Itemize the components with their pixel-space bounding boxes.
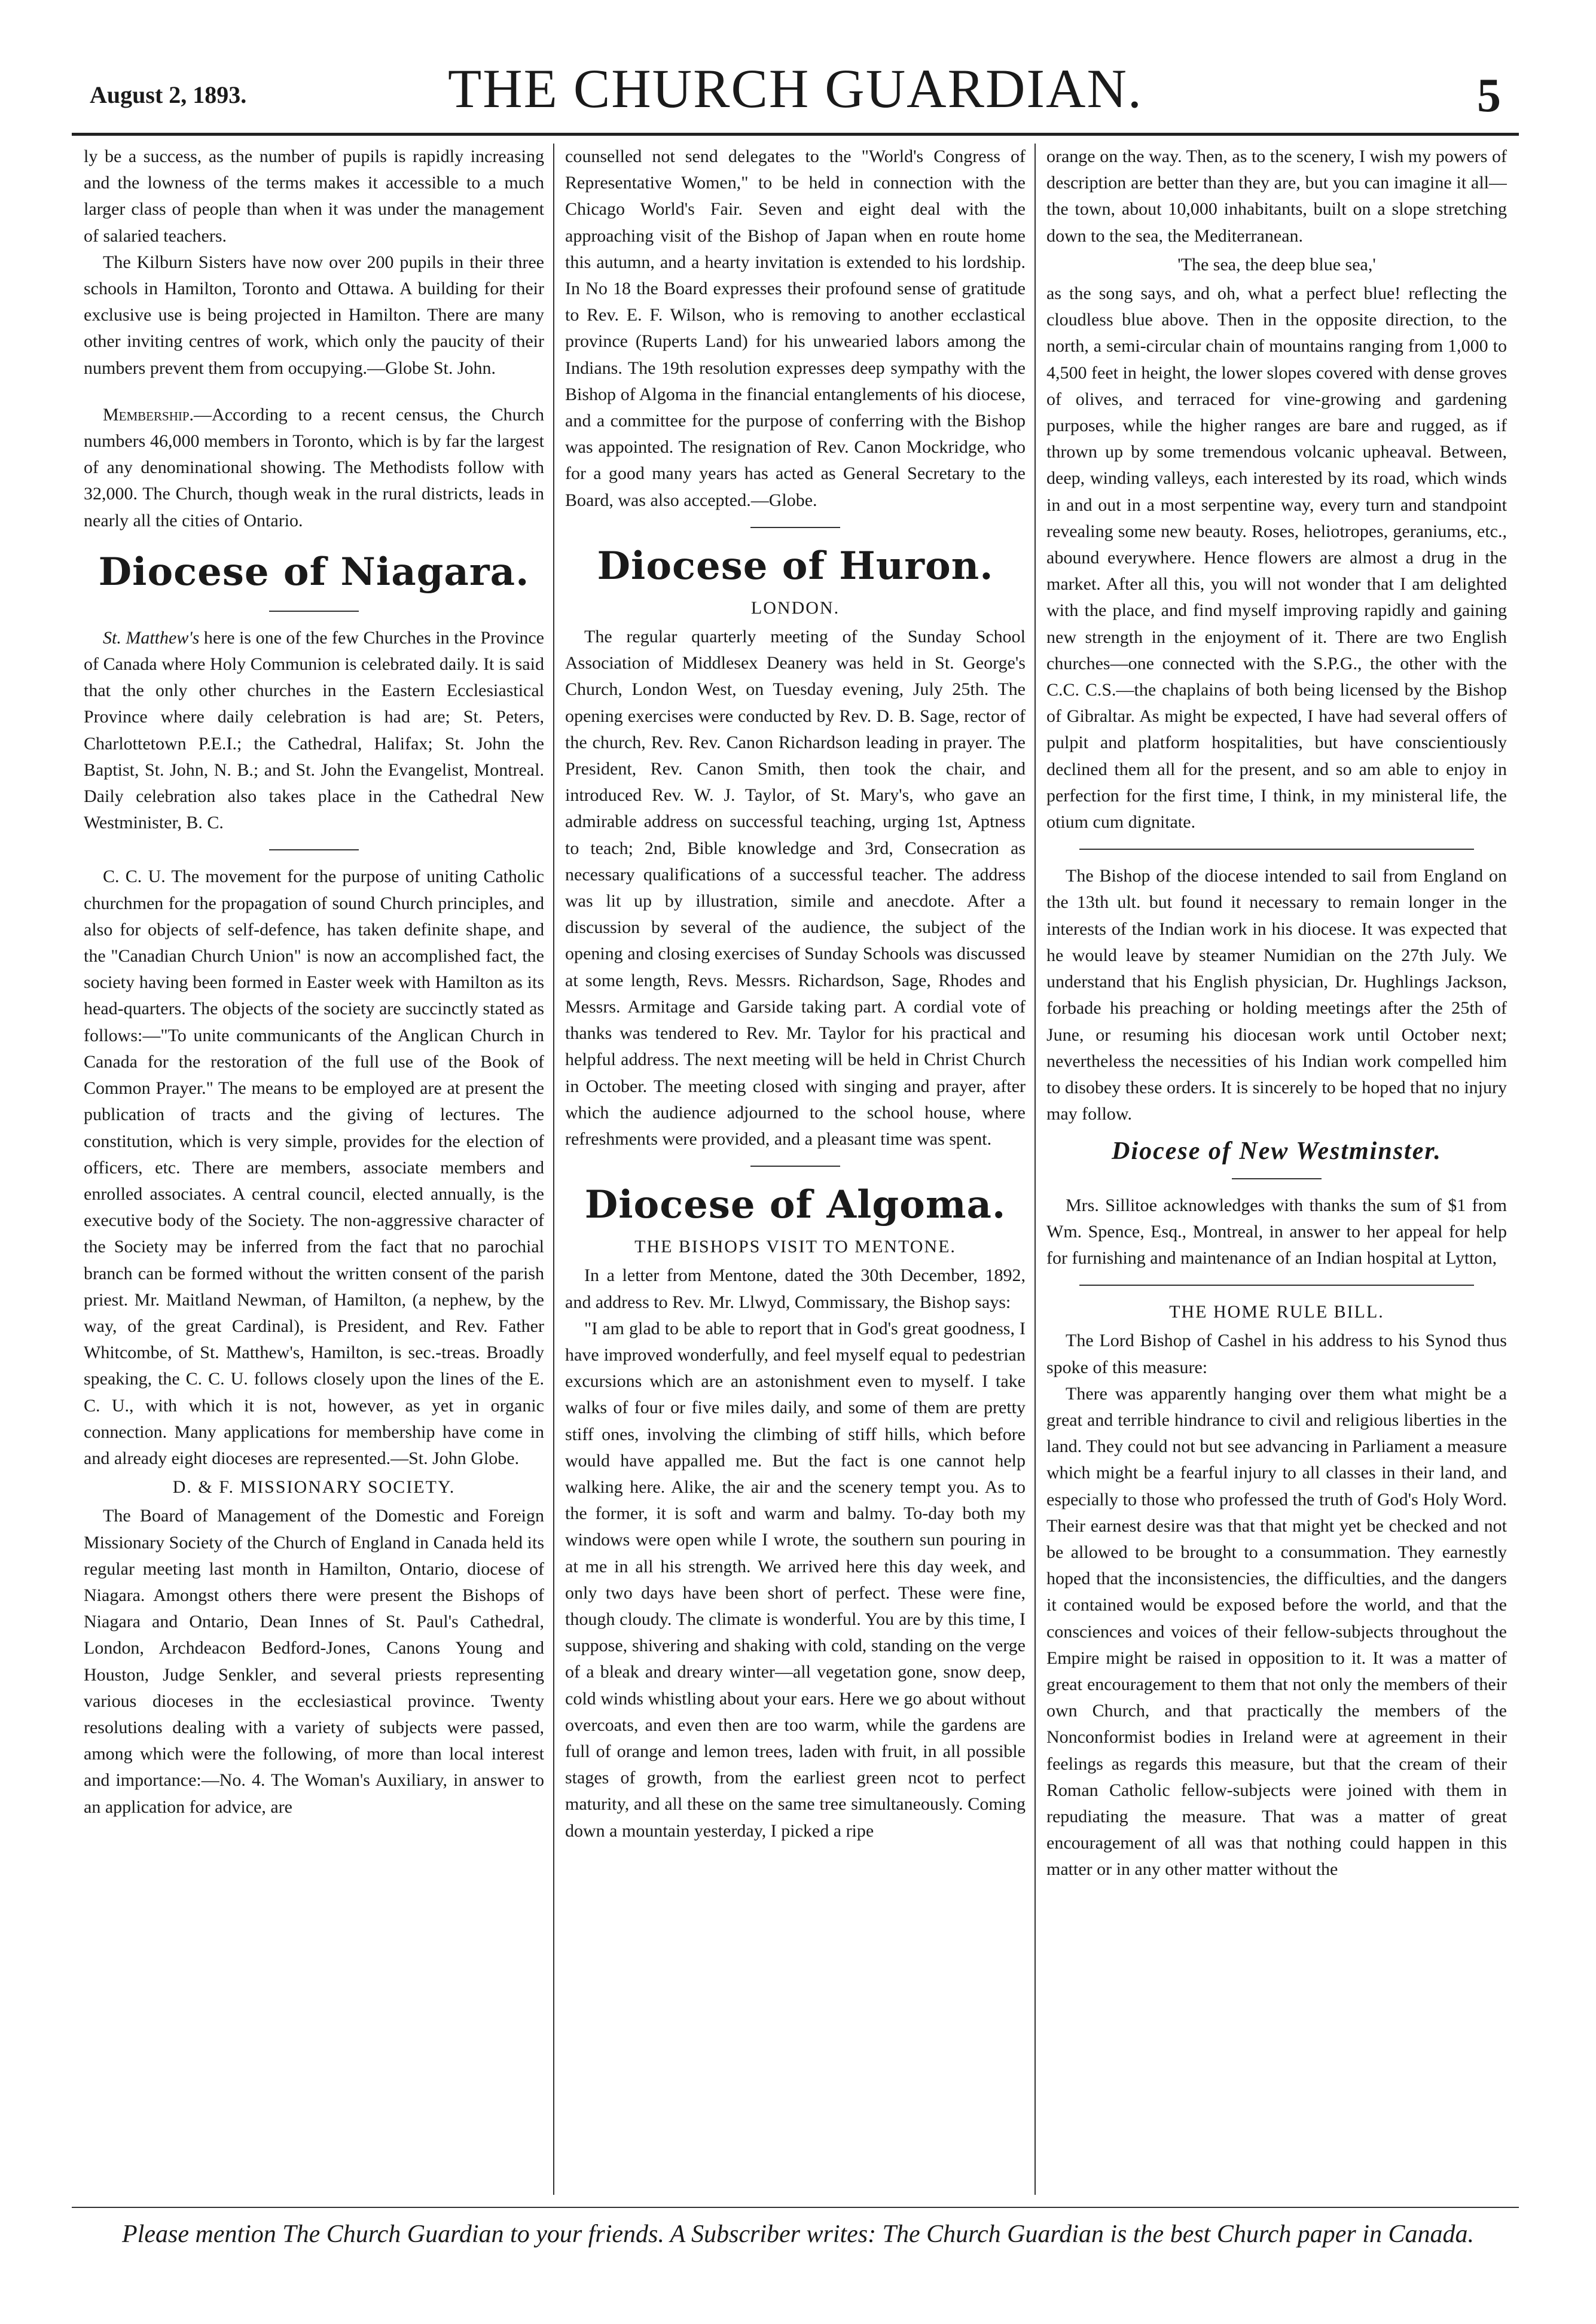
article-paragraph: The Kilburn Sisters have now over 200 pupils in their three schools in Hamilton, Toronto and Ottawa. A building for their exclusive use is being projected in Hamilton. There are many other inviting centres of work, which only the paucity of their numbers prevent them from occupying.—Globe St. John.: [84, 252, 544, 378]
column-3: [1046, 144, 1507, 2201]
membership-paragraph: [84, 402, 544, 534]
diocese-algoma-heading: Diocese of Algoma.: [584, 1182, 1006, 1228]
footer-note: Please mention The Church Guardian to your friends. A Subscriber writes: The Church Guardian is the best Church paper in Canada.: [122, 2221, 1474, 2248]
stmatthew-lead: St. Matthew's: [103, 627, 200, 648]
ccu-paragraph: C. C. U. The movement for the purpose of uniting Catholic churchmen for the propagation of sound Church principles, and also for objects of self-defence, has taken definite shape, and the "Canadian Church Union" is now an accomplished fact, the society having been formed in Easter week with Hamilton as its head-quarters. The objects of the society are succinctly stated as follows:—"To unite communicants of the Anglican Church in Canada for the restoration of the full use of the Book of Common Prayer." The means to be employed are at present the publication of tracts and the giving of lectures. The constitution, which is very simple, provides for the election of officers, etc. There are members, associate members and enrolled associates. A central council, elected annually, is the executive body of the Society. The non-aggressive character of the Society may be inferred from the fact that no parochial branch can be formed without the written consent of the parish priest. Mr. Maitland Newman, of Hamilton, (a nephew, by the way, of the great Cardinal), is President, and Rev. Father Whitcombe, of St. Matthew's, Hamilton, is sec.-treas. Broadly speaking, the C. C. U. follows closely upon the lines of the E. C. U., with which it is not, however, as yet in organic connection. Many applications for membership have come in and already eight dioceses are represented.—St. John Globe.: [84, 867, 544, 1468]
masthead: [90, 57, 1501, 123]
section-rule: [750, 1166, 840, 1167]
column-divider: [1034, 144, 1036, 2195]
home-rule-heading: THE HOME RULE BILL.: [1169, 1302, 1384, 1322]
membership-text: —According to a recent census, the Church numbers 46,000 members in Toronto, which is by far the largest of any denominational showing. The Methodists follow with 32,000. The Church, though weak in the rural districts, leads in nearly all the cities of Ontario.: [84, 404, 544, 530]
stmatthew-text: here is one of the few Churches in the Province of Canada where Holy Communion is celebrated daily. It is said that the only other churches in the Eastern Ecclesiastical Province where daily celebration is had are; St. Peters, Charlottetown P.E.I.; the Cathedral, Halifax; St. John the Baptist, St. John, N. B.; and St. John the Evangelist, Montreal. Daily celebration also takes place in the Cathedral New Westminister, B. C.: [84, 627, 544, 833]
london-heading: LONDON.: [750, 597, 840, 618]
diocese-niagara-heading: Diocese of Niagara.: [98, 549, 530, 594]
dfms-paragraph: The Board of Management of the Domestic and Foreign Missionary Society of the Church of England in Canada held its regular meeting last month in Hamilton, Ontario, diocese of Niagara. Amongst others there were present the Bishops of Niagara and Ontario, Dean Innes of St. Paul's Cathedral, London, Archdeacon Bedford-Jones, Canons Young and Houston, Judge Senkler, and several priests representing various dioceses in the ecclesiastical province. Twenty resolutions dealing with a variety of subjects were passed, among which were the following, of more than local interest and importance:—No. 4. The Woman's Auxiliary, in answer to an application for advice, are: [84, 1506, 544, 1817]
issue-date: August 2, 1893.: [90, 81, 247, 108]
bishop-paragraph: The Bishop of the diocese intended to sail from England on the 13th ult. but found it necessary to remain longer in the interests of the Indian work in his diocese. It was expected that he would leave by steamer Numidian on the 27th July. We understand that his English physician, Dr. Hughlings Jackson, forbade his preaching or holding meetings after the 25th of June, or resuming his diocesan work until October next; nevertheless the necessities of his Indian work compelled him to disobey these orders. It is sincerely to be hoped that no injury may follow.: [1046, 866, 1507, 1124]
section-rule: [269, 611, 359, 612]
home-rule-paragraph: There was apparently hanging over them what might be a great and terrible hindrance to civil and religious liberties in the land. They could not but see advancing in Parliament a measure which might be a fearful injury to all classes in their land, and especially to those who professed the truth of God's Holy Word. Their earnest desire was that that might yet be checked and not be allowed to be brought to a consummation. They earnestly hoped that the inconsistencies, the difficulties, and the dangers it contained would be exposed before the world, and that the consciences and voices of their fellow-subjects throughout the Empire might be raised in opposition to it. It was a matter of great encouragement to them that not only the members of their own Church, and that practically the members of the Nonconformist bodies in Ireland were at agreement in their feelings as regards this measure, but that the cream of their Roman Catholic fellow-subjects were joined with them in repudiating the measure. That was a matter of great encouragement of all was that nothing could happen in this matter or in any other matter without the: [1046, 1383, 1507, 1880]
page-number: 5: [1477, 69, 1501, 122]
home-rule-intro: The Lord Bishop of Cashel in his address to his Synod thus spoke of this measure:: [1046, 1331, 1507, 1377]
scenery-paragraph: as the song says, and oh, what a perfect blue! reflecting the cloudless blue above. Then in the opposite direction, to the north, a semi-circular chain of mountains ranging from 1,000 to 4,500 feet in height, the lower slopes covered with dense groves of olives, and terraced for vine-growing and gardening purposes, while the higher ranges are bare and rugged, as if thrown up by some tremendous volcanic upheaval. Between, deep, winding valleys, each interested by its road, which winds in and out in a most serpentine way, every turn and standpoint revealing some new beauty. Roses, heliotropes, geraniums, etc., abound everywhere. Hence flowers are almost a drug in the market. After all this, you will not wonder that I am delighted with the place, and find myself improving rapidly and gaining new strength in the enjoyment of it. There are two English churches—one connected with the S.P.G., the other with the C.C. C.S.—the chaplains of both being licensed by the Bishop of Gibraltar. As might be expected, I have had several offers of pulpit and platform hospitalities, but have conscientiously declined them all for the present, and so am able to enjoy in perfection for the first time, I think, in my ministeral life, the otium cum dignitate.: [1046, 283, 1507, 832]
mentone-heading: THE BISHOPS VISIT TO MENTONE.: [634, 1237, 956, 1257]
column-1: [84, 144, 544, 2201]
column-2: [565, 144, 1026, 2201]
section-rule: [1232, 1178, 1322, 1179]
footer-rule: [72, 2207, 1519, 2208]
diocese-new-westminster-heading: Diocese of New Westminster.: [1112, 1137, 1442, 1166]
diocese-huron-heading: Diocese of Huron.: [597, 543, 994, 588]
article-continuation: counselled not send delegates to the "World's Congress of Representative Women," to be held in connection with the Chicago World's Fair. Seven and eight deal with the approaching visit of the Bishop of Japan when en route home this autumn, and a hearty invitation is extended to his lordship. In No 18 the Board expresses their profound sense of gratitude to Rev. E. F. Wilson, who is removing to another ecclastical province (Ruperts Land) for his unwearied labors among the Indians. The 19th resolution expresses deep sympathy with the Bishop of Algoma in the financial entanglements of his diocese, and a committee for the purpose of conferring with the Bishop was appointed. The resignation of Rev. Canon Mockridge, who for a good many years has acted as General Secretary to the Board, was also accepted.—Globe.: [565, 147, 1026, 510]
newspaper-title: THE CHURCH GUARDIAN.: [448, 58, 1143, 119]
article-continuation: ly be a success, as the number of pupils is rapidly increasing and the lowness of the terms makes it accessible to a much larger class of people than when it was under the management of salaried teachers.: [84, 147, 544, 246]
section-rule: [269, 849, 359, 850]
section-rule: [750, 527, 840, 528]
london-paragraph: The regular quarterly meeting of the Sunday School Association of Middlesex Deanery was held in St. George's Church, London West, on Tuesday evening, July 25th. The opening exercises were conducted by Rev. D. B. Sage, rector of the church, Rev. Rev. Canon Richardson leading in prayer. The President, Rev. Canon Smith, then took the chair, and introduced Rev. W. J. Taylor, of St. Mary's, who gave an admirable address on successful teaching, urging 1st, Aptness to teach; 2nd, Bible knowledge and 3rd, Consecration as necessary qualifications of a successful teacher. The address was lit up by illustration, simile and anecdote. After a discussion by several of the audience, the subject of the opening and closing exercises of Sunday Schools was discussed at some length, Revs. Messrs. Richardson, Sage, Rhodes and Messrs. Armitage and Garside taking part. A cordial vote of thanks was tendered to Rev. Mr. Taylor for his practical and helpful address. The next meeting will be held in Christ Church in October. The meeting closed with singing and prayer, after which the audience adjourned to the school house, where refreshments were provided, and a pleasant time was spent.: [565, 627, 1026, 1149]
article-continuation: orange on the way. Then, as to the scenery, I wish my powers of description are better than they are, but you can imagine it all—the town, about 10,000 inhabitants, built on a slope stretching down to the sea, the Mediterranean.: [1046, 147, 1507, 246]
dfms-heading: D. & F. MISSIONARY SOCIETY.: [172, 1477, 456, 1498]
mentone-letter: "I am glad to be able to report that in God's great goodness, I have improved wonderfully, and feel myself equal to pedestrian excursions which are an astonishment even to myself. I take walks of four or five miles daily, and some of them are pretty stiff ones, involving the climbing of stiff hills, which before would have appalled me. But the fact is one cannot help walking here. Alike, the air and the scenery tempt you. As to the former, it is soft and warm and balmy. To-day both my windows were open while I wrote, the southern sun pouring in at me in all his strength. We arrived here this day week, and only two days have been short of perfect. These were fine, though cloudy. The climate is wonderful. You are by this time, I suppose, shivering and shaking with cold, standing on the verge of a bleak and dreary winter—all vegetation gone, snow deep, cold winds whistling about your ears. Here we go about without overcoats, and even then are too warm, while the gardens are full of orange and lemon trees, laden with fruit, in all possible stages of growth, from the earliest green ncot to perfect maturity, and all these on the same tree simultaneously. Coming down a mountain yesterday, I picked a ripe: [565, 1318, 1026, 1841]
stmatthew-paragraph: [84, 625, 544, 837]
section-rule: [1079, 1285, 1474, 1286]
new-westminster-paragraph: Mrs. Sillitoe acknowledges with thanks the sum of $1 from Wm. Spence, Esq., Montreal, in answer to her appeal for help for furnishing and maintenance of an Indian hospital at Lytton,: [1046, 1195, 1507, 1268]
header-rule: [72, 133, 1519, 136]
column-divider: [553, 144, 554, 2195]
quote-line: 'The sea, the deep blue sea,': [1177, 254, 1376, 275]
section-rule: [1079, 849, 1474, 850]
membership-lead: Membership.: [103, 404, 194, 425]
mentone-intro: In a letter from Mentone, dated the 30th December, 1892, and address to Rev. Mr. Llwyd, Commissary, the Bishop says:: [565, 1265, 1026, 1312]
